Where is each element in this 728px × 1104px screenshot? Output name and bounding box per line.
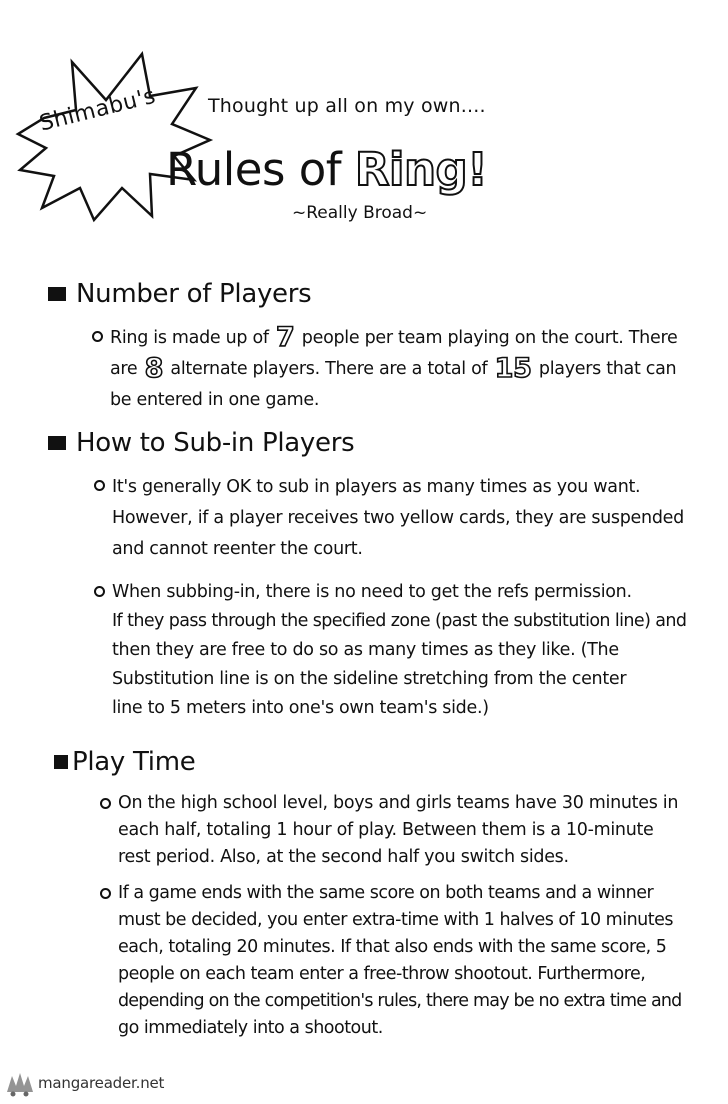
line-text: each half, totaling 1 hour of play. Between them is a 10-minute [118,820,654,840]
line-text: If they pass through the specified zone (past the substitution line) and [112,611,687,631]
line-text: If a game ends with the same score on both teams and a winner [118,883,654,903]
number-badge: 7 [276,322,295,353]
subtitle-top: Thought up all on my own.... [208,95,486,117]
line-text: Ring is made up of [110,328,275,348]
bullet-text [112,578,686,723]
line-text: When subbing-in, there is no need to get the refs permission. [112,582,632,602]
line-text: must be decided, you enter extra-time with 1 halves of 10 minutes [118,910,674,930]
watermark-text: mangareader.net [38,1074,165,1092]
line-text: line to 5 meters into one's own team's side.) [112,698,489,718]
line-text: rest period. Also, at the second half you switch sides. [118,847,569,867]
section-heading-text: Number of Players [76,279,312,309]
circle-bullet-icon [92,331,103,342]
line-text: be entered in one game. [110,390,320,410]
burst-label: Shimabu's [36,83,159,137]
circle-bullet-icon [94,480,105,491]
line-text: each, totaling 20 minutes. If that also ends with the same score, 5 [118,937,667,957]
section-heading-players [48,279,311,309]
section-heading-subin [48,428,354,458]
line-text: people per team playing on the court. There [296,328,678,348]
number-badge: 8 [144,353,164,384]
watermark [4,1068,164,1098]
bullet-text [118,790,678,871]
number-badge: 15 [494,353,532,384]
line-text: then they are free to do so as many times as they like. (The [112,640,619,660]
circle-bullet-icon [100,888,111,899]
bullet-text [118,880,682,1042]
section-heading-text: How to Sub-in Players [76,428,355,458]
bullet-text [110,323,677,416]
mangareader-logo-icon [4,1068,36,1098]
line-text: people on each team enter a free-throw shootout. Furthermore, [118,964,646,984]
page-title [166,143,487,196]
line-text: Substitution line is on the sideline stretching from the center [112,669,627,689]
square-bullet-icon [48,436,66,450]
line-text: However, if a player receives two yellow cards, they are suspended [112,508,684,528]
bullet-text [112,472,684,565]
line-text: depending on the competition's rules, there may be no extra time and [118,991,682,1011]
tagline: ~Really Broad~ [292,203,428,223]
line-text: On the high school level, boys and girls teams have 30 minutes in [118,793,679,813]
square-bullet-icon [48,287,66,301]
title-emphasis: Ring! [354,143,488,196]
line-text: go immediately into a shootout. [118,1018,383,1038]
line-text: players that can [533,359,677,379]
section-heading-text: Play Time [72,747,196,777]
line-text: and cannot reenter the court. [112,539,363,559]
line-text: are [110,359,143,379]
line-text: It's generally OK to sub in players as many times as you want. [112,477,641,497]
line-text: alternate players. There are a total of [165,359,493,379]
title-prefix: Rules of [166,143,355,196]
square-bullet-icon [54,755,68,769]
section-heading-playtime [54,747,195,777]
circle-bullet-icon [100,798,111,809]
circle-bullet-icon [94,586,105,597]
